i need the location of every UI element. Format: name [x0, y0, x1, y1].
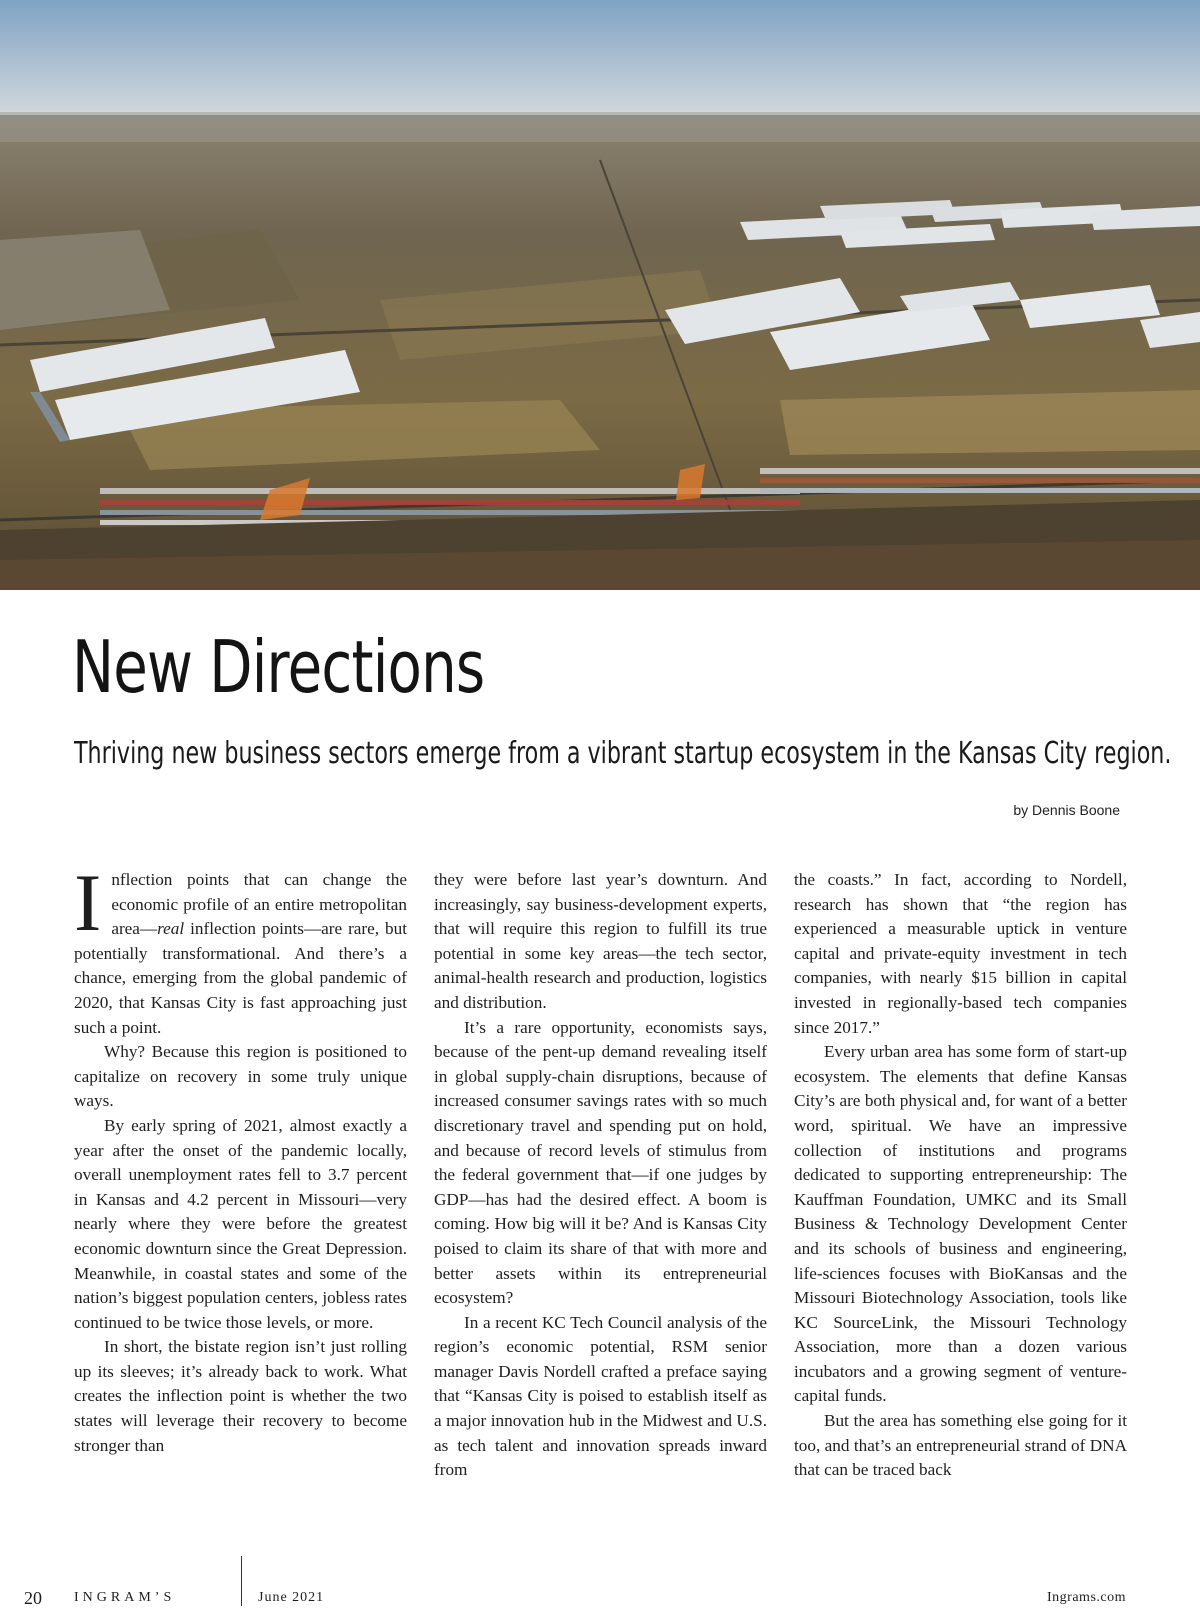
paragraph: But the area has something else going for it too, and that’s an entrepreneurial strand of DNA that can be traced back [794, 1411, 1127, 1480]
paragraph-text: nflection points that can change the economic profile of an entire metropolitan area— [111, 870, 407, 939]
byline: by Dennis Boone [1013, 802, 1120, 818]
magazine-name: INGRAM’S [74, 1590, 176, 1605]
issue-date: June 2021 [258, 1590, 325, 1605]
article-column-3 [794, 868, 1127, 1483]
footer-divider [241, 1556, 242, 1606]
article-subtitle: Thriving new business sectors emerge from a vibrant startup ecosystem in the Kansas City region. [74, 736, 1172, 771]
paragraph [74, 857, 407, 1040]
paragraph: In short, the bistate region isn’t just rolling up its sleeves; it’s already back to work. What creates the inflection point is whether the two states will leverage their recovery to become stronger than [74, 1337, 407, 1455]
hero-aerial-image [0, 0, 1200, 590]
aerial-photo-illustration [0, 0, 1200, 590]
paragraph: the coasts.” In fact, according to Nordell, research has shown that “the region has experienced a measurable uptick in venture capital and private-equity investment in tech companies, with nearly $15 billion in capital invested in regionally-based tech companies since 2017.” [794, 870, 1127, 1037]
paragraph: It’s a rare opportunity, economists says, because of the pent-up demand revealing itself in global supply-chain disruptions, because of increased consumer savings rates with so much discretionary travel and spending put on hold, and because of record levels of stimulus from the federal government that—if one judges by GDP—has had the desired effect. A boom is coming. How big will it be? And is Kansas City poised to claim its share of that with more and better assets within its entrepreneurial ecosystem? [434, 1017, 767, 1308]
article-column-2 [434, 868, 767, 1483]
article-title: New Directions [72, 625, 485, 709]
paragraph-text: inflection points—are rare, but potentially transformational. And there’s a chance, emerging from the global pandemic of 2020, that Kansas City is fast approaching just such a point. [74, 919, 407, 1037]
page-footer [0, 1590, 1200, 1606]
paragraph: Why? Because this region is positioned to capitalize on recovery in some truly unique ways. [74, 1042, 407, 1111]
paragraph: By early spring of 2021, almost exactly a year after the onset of the pandemic locally, overall unemployment rates fell to 3.7 percent in Kansas and 4.2 percent in Missouri—very nearly where they were before the greatest economic downturn since the Great Depression. Meanwhile, in coastal states and some of the nation’s biggest population centers, jobless rates continued to be twice those levels, or more. [74, 1115, 407, 1332]
page-number: 20 [24, 1588, 42, 1608]
website-link[interactable]: Ingrams.com [1047, 1590, 1126, 1605]
article-column-1 [74, 857, 407, 1458]
drop-cap: I [74, 857, 102, 948]
paragraph: In a recent KC Tech Council analysis of the region’s economic potential, RSM senior manager Davis Nordell crafted a preface saying that “Kansas City is poised to establish itself as a major innovation hub in the Midwest and U.S. as tech talent and innovation spreads inward from [434, 1312, 767, 1480]
paragraph: they were before last year’s downturn. And increasingly, say business-development experts, that will require this region to fulfill its true potential in some key areas—the tech sector, animal-health research and production, logistics and distribution. [434, 870, 767, 1012]
paragraph: Every urban area has some form of start-up ecosystem. The elements that define Kansas City’s are both physical and, for want of a better word, spiritual. We have an impressive collection of institutions and programs dedicated to supporting entrepreneurship: The Kauffman Foundation, UMKC and its Small Business & Technology Development Center and its schools of business and engineering, life-sciences focuses with BioKansas and the Missouri Biotechnology Association, tools like KC SourceLink, the Missouri Technology Association, more than a dozen various incubators and a growing segment of venture-capital funds. [794, 1042, 1127, 1406]
italic-emphasis: real [157, 919, 185, 939]
